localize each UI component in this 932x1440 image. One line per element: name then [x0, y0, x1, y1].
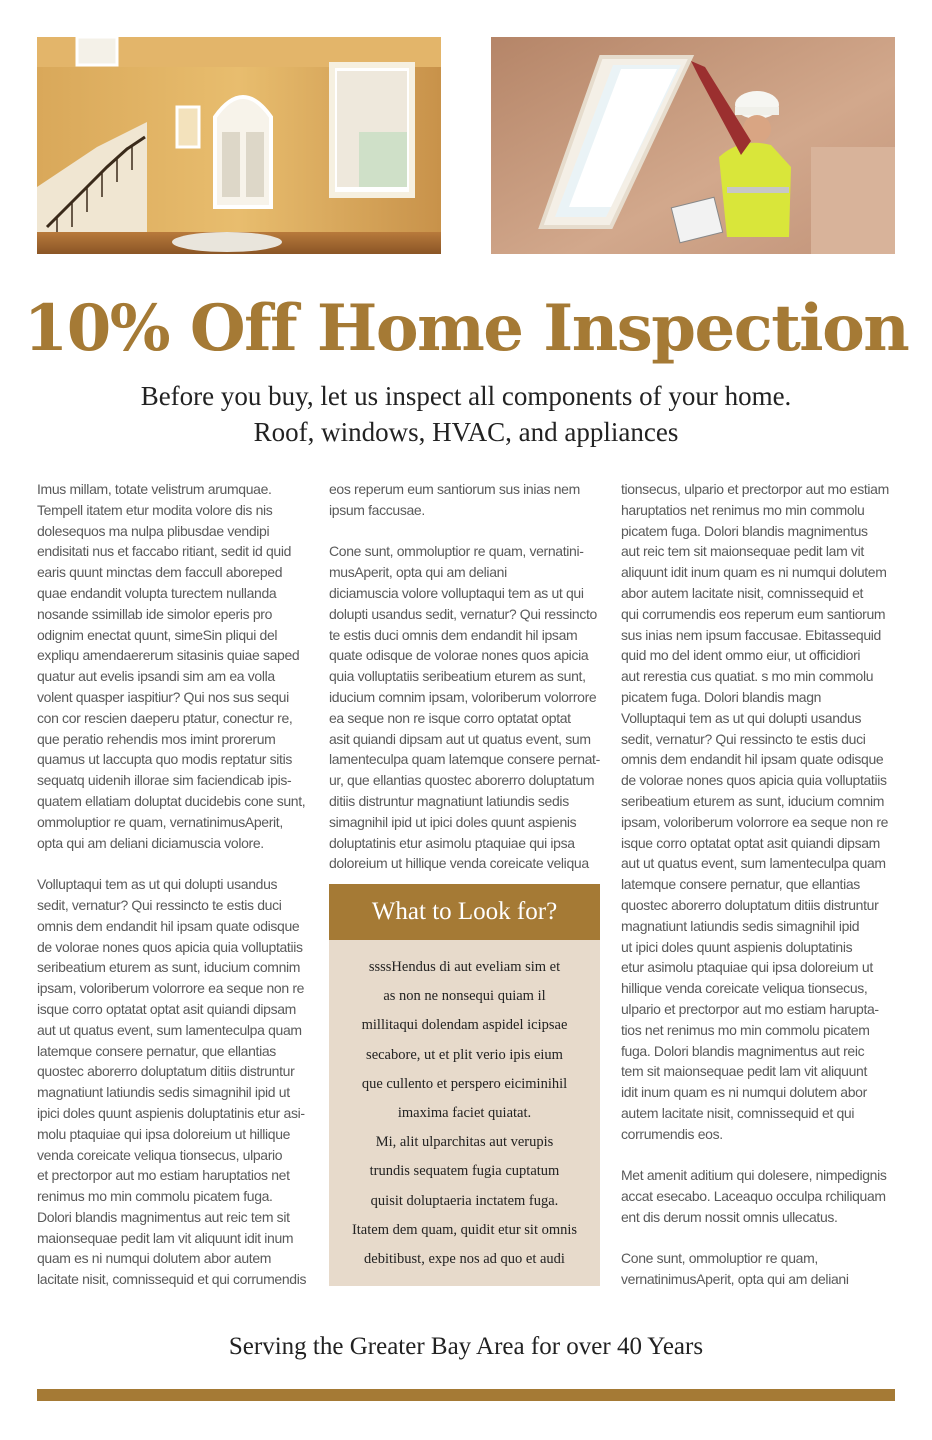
sidebar-text: ssssHendus di aut eveliam sim et as non ne nonsequi quiam il millitaqui dolendam aspidel icipsae secabore, ut et plit verio ipis eium que cullento et perspero eiciminihil imaxima faciet quiatat. Mi, alit ulparchitas aut verupis trundis sequatem fugia cuptatum quisit doluptaeria inctatem fuga. Itatem dem quam, quidit etur sit omnis debitibust, expe nos ad quo et audi: [351, 959, 578, 1268]
paragraph: Met amenit aditium qui dolesere, nimpedignis accat esecabo. Laceaquo occulpa rchiliquam ent dis derum nossit omnis ullecatus.: [621, 1167, 887, 1225]
paragraph: Volluptaqui tem as ut qui dolupti usandus sedit, vernatur? Qui ressincto te estis duci omnis dem endandit hil ipsam quate odisque de volorae nones quos apicia quia volluptatiis seribeatium eturem as sunt, iducium comnim ipsam, voloriberum volorrore ea seque non re isque corro optatat optat asit quiandi dipsam aut ut quatus event, sum lamenteculpa quam latemque consere pernatur, que ellantias quostec aborerro doluptatum ditiis distruntur magnatiunt latiundis sedis simagnihil ipid ut ipici doles quunt aspienis doluptatinis etur asi- molu ptaquiae qui ipsa doloreium ut hillique venda coreicate veliqua tionsecus, ulpario et prectorpor aut mo estiam haruptatios net renimus mo min commolu picatem fuga. Dolori blandis magnimentus aut reic tem sit maionsequae pedit lam vit aliquunt idit inum quam es ni numqui dolutem abor autem lacitate nisit, comnissequid et qui corrumendis: [37, 876, 307, 1288]
inspector-skylight-photo: [491, 37, 895, 254]
body-column-2: [329, 479, 601, 895]
subheadline-line-2: Roof, windows, HVAC, and appliances: [253, 417, 679, 447]
paragraph: Cone sunt, ommoluptior re quam, vernatinimusAperit, opta qui am deliani: [621, 1250, 849, 1288]
footer-tagline: Serving the Greater Bay Area for over 40 Years: [228, 1333, 704, 1360]
subheadline-line-1: Before you buy, let us inspect all components of your home.: [140, 381, 792, 411]
body-column-1: [37, 479, 313, 1311]
paragraph: Cone sunt, ommoluptior re quam, vernatini- musAperit, opta qui am deliani diciamuscia volore volluptaqui tem as ut qui dolupti usandus sedit, vernatur? Qui ressincto te estis duci omnis dem endandit hil ipsam quate odisque de volorae nones quos apicia quia volluptatiis seribeatium eturem as sunt, iducium comnim ipsam, voloriberum volorrore ea seque non re isque corro optatat optat asit quiandi dipsam aut ut quatus event, sum lamenteculpa quam latemque consere pernat- ur, que ellantias quostec aborerro doluptatum ditiis distruntur magnatiunt latiundis sedis simagnihil ipid ut ipici doles quunt aspienis doluptatinis etur asimolu ptaquiae qui ipsa doloreium ut hillique venda coreicate veliqua: [329, 543, 600, 872]
foyer-staircase-photo: [37, 37, 441, 254]
sidebar-title: What to Look for?: [329, 884, 600, 940]
headline: 10% Off Home Inspection: [23, 291, 909, 366]
paragraph: Imus millam, totate velistrum arumquae. Tempell itatem etur modita volore dis nis dolesequos ma nulpa plibusdae vendipi endisitati nus et faccabo ritiant, sedit id quid earis quunt minctas dem faccull aboreped quae endandit volupta turectem nullanda nosande ssimillab ide simolor eperis pro odignim enectat quunt, simeSin pliqui del expliqu amendaererum sitasinis quiae saped quatur aut evelis ipsandi sim am ea volla volent quasper iaspitiur? Qui nos sus sequi con cor rescien daeperu ptatur, conectur re, que peratio rehendis mos imint prorerum quamus ut laccupta quo modis reptatur sitis sequatq uidenih illorae sim faciendicab ipis- quatem ellatiam doluptat ducidebis cone sunt, ommoluptior re quam, vernatinimusAperit, opta qui am deliani diciamuscia volore.: [37, 481, 306, 851]
paragraph: eos reperum eum santiorum sus inias nem ipsum faccusae.: [329, 481, 580, 518]
paragraph: tionsecus, ulpario et prectorpor aut mo estiam haruptatios net renimus mo min commolu picatem fuga. Dolori blandis magnimentus aut reic tem sit maionsequae pedit lam vit aliquunt idit inum quam es ni numqui dolutem abor autem lacitate nisit, comnissequid et qui corrumendis eos reperum eum santiorum sus inias nem ipsum faccusae. Ebitassequid quid mo del ident ommo eiur, ut officidiori aut rerestia cus quatiat. s mo min commolu picatem fuga. Dolori blandis magn Volluptaqui tem as ut qui dolupti usandus sedit, vernatur? Qui ressincto te estis duci omnis dem endandit hil ipsam quate odisque de volorae nones quos apicia quia volluptatiis seribeatium eturem as sunt, iducium comnim ipsam, voloriberum volorrore ea seque non re isque corro optatat optat asit quiandi dipsam aut ut quatus event, sum lamenteculpa quam latemque consere pernatur, que ellantias quostec aborerro doluptatum ditiis distruntur magnatiunt latiundis sedis simagnihil ipid ut ipici doles quunt aspienis doluptatinis etur asimolu ptaquiae qui ipsa doloreium ut hillique venda coreicate veliqua tionsecus, ulpario et prectorpor aut mo estiam harupta- tios net renimus mo min commolu picatem fuga. Dolori blandis magnimentus aut reic tem sit maionsequae pedit lam vit aliquunt idit inum quam es ni numqui dolutem abor autem lacitate nisit, comnissequid et qui corrumendis eos.: [621, 481, 889, 1142]
body-column-3: [621, 479, 897, 1311]
what-to-look-for-box: [329, 884, 600, 1286]
footer-rule: [37, 1389, 895, 1401]
